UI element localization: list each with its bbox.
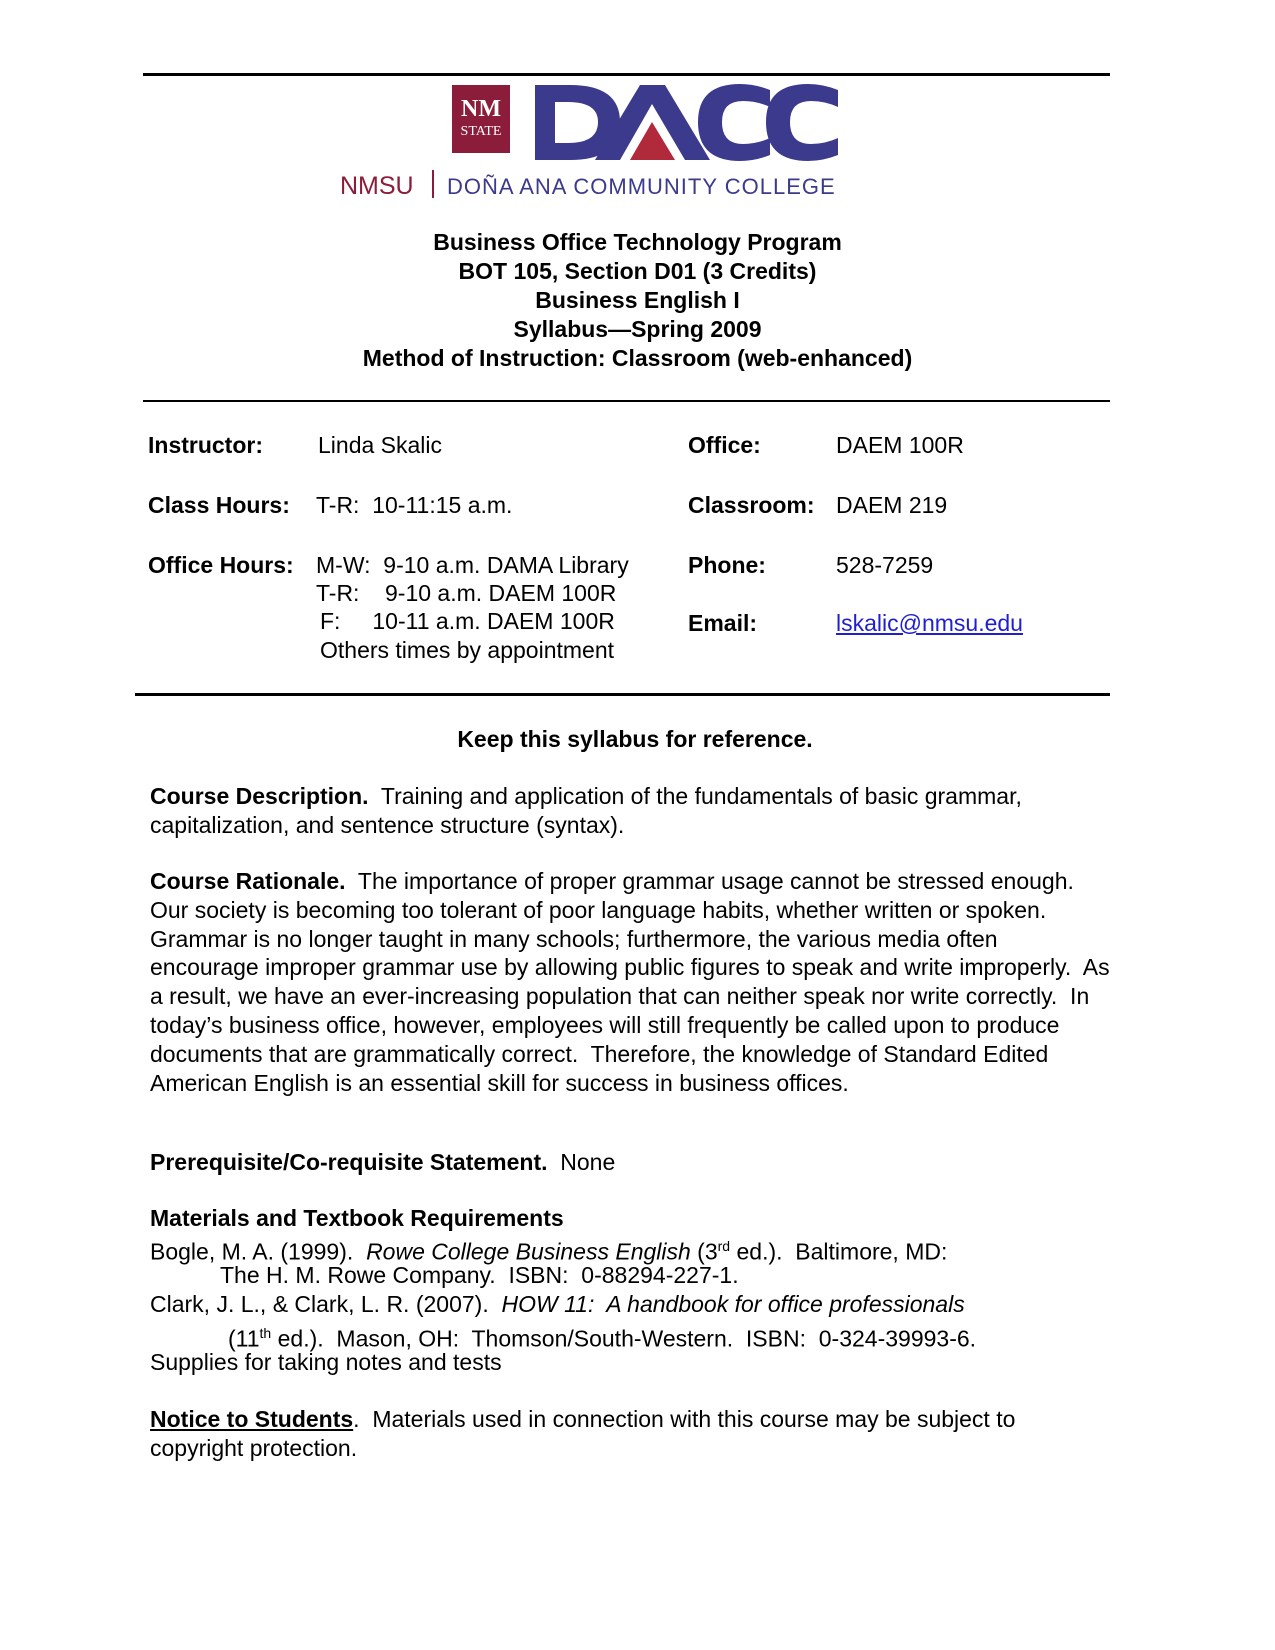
phone-label: Phone:: [688, 552, 766, 578]
reference-clark: [150, 1290, 1110, 1319]
reference-bogle-edition: (3: [690, 1238, 718, 1265]
reference-clark-publisher: ed.). Mason, OH: Thomson/South-Western. ISBN: 0-324-39993-6.: [271, 1325, 977, 1352]
course-description-text: Training and application of the fundamentals of basic grammar, capitalization, and sentence structure (syntax).: [150, 783, 1029, 838]
instructor-value: Linda Skalic: [318, 432, 443, 458]
course-description: [150, 782, 1110, 840]
prerequisite-text: None: [547, 1149, 616, 1175]
course-title-block: [140, 228, 1135, 373]
email-label: Email:: [688, 610, 758, 636]
prerequisite-heading: Prerequisite/Co-requisite Statement.: [150, 1149, 548, 1175]
phone-value: 528-7259: [836, 552, 934, 578]
class-hours-label: Class Hours:: [148, 492, 290, 518]
reference-bogle-sup: rd: [717, 1238, 731, 1254]
syllabus-term: Syllabus—Spring 2009: [513, 316, 762, 342]
dacc-wordmark: [535, 84, 838, 161]
reference-bogle-author: Bogle, M. A. (1999).: [150, 1238, 367, 1265]
course-rationale-heading: Course Rationale.: [150, 868, 346, 894]
reference-clark-author: Clark, J. L., & Clark, L. R. (2007).: [150, 1291, 502, 1317]
office-value: DAEM 100R: [836, 432, 964, 458]
classroom-value: DAEM 219: [836, 492, 948, 518]
logo-graphic: [340, 82, 910, 212]
notice-to-students: [150, 1405, 1110, 1463]
office-label: Office:: [688, 432, 761, 458]
course-rationale: [150, 867, 1117, 1097]
program-title: Business Office Technology Program: [433, 229, 842, 255]
reference-bogle-publisher: ed.). Baltimore, MD:: [730, 1238, 948, 1265]
reference-bogle-line2: The H. M. Rowe Company. ISBN: 0-88294-227-1.: [220, 1262, 739, 1288]
prerequisite-statement: [150, 1148, 1110, 1177]
instructor-label: Instructor:: [148, 432, 263, 458]
method-of-instruction: Method of Instruction: Classroom (web-enhanced): [362, 345, 913, 371]
notice-text: . Materials used in connection with this course may be subject to copyright protection.: [150, 1406, 1022, 1461]
office-hours-label: Office Hours:: [148, 552, 294, 578]
top-rule: [143, 73, 1110, 76]
office-hours-line-4: Others times by appointment: [320, 637, 615, 663]
materials-heading: Materials and Textbook Requirements: [150, 1205, 564, 1231]
tagline-divider: [432, 170, 434, 198]
reference-clark-title: HOW 11: A handbook for office professionals: [501, 1291, 965, 1317]
seal-text-state: STATE: [460, 124, 502, 139]
college-logo: [340, 82, 910, 212]
office-hours-line-3: F: 10-11 a.m. DAEM 100R: [320, 608, 615, 634]
course-description-heading: Course Description.: [150, 783, 369, 809]
tagline-college-name: DOÑA ANA COMMUNITY COLLEGE: [447, 174, 836, 199]
tagline-nmsu: NMSU: [340, 172, 414, 200]
reference-clark-edition: (11: [228, 1325, 260, 1352]
classroom-label: Classroom:: [688, 492, 815, 518]
course-code: BOT 105, Section D01 (3 Credits): [458, 258, 817, 284]
office-hours-line-2: T-R: 9-10 a.m. DAEM 100R: [316, 580, 617, 606]
course-name: Business English I: [535, 287, 740, 313]
class-hours-value: T-R: 10-11:15 a.m.: [316, 492, 513, 518]
reference-clark-sup: th: [259, 1325, 272, 1341]
office-hours-line-1: M-W: 9-10 a.m. DAMA Library: [316, 552, 629, 578]
email-link[interactable]: lskalic@nmsu.edu: [836, 610, 1023, 636]
keep-syllabus-note: Keep this syllabus for reference.: [457, 726, 813, 752]
supplies-line: Supplies for taking notes and tests: [150, 1349, 502, 1375]
notice-heading: Notice to Students: [150, 1406, 354, 1432]
seal-text-nm: NM: [461, 96, 501, 122]
title-rule: [143, 400, 1110, 402]
course-rationale-text: The importance of proper grammar usage cannot be stressed enough. Our society is becoming too tolerant of poor language habits, whether written or spoken. Grammar is no longer taught in many schools; furthermore, the various media often encourage improper grammar use by allowing public figures to speak and write improperly. As a result, we have an ever-increasing population that can neither speak nor write correctly. In today’s business office, however, employees will still frequently be called upon to produce documents that are grammatically correct. Therefore, the knowledge of Standard Edited American English is an essential skill for success in business offices.: [150, 868, 1117, 1096]
reference-bogle-title: Rowe College Business English: [366, 1238, 691, 1265]
info-rule: [135, 693, 1110, 696]
